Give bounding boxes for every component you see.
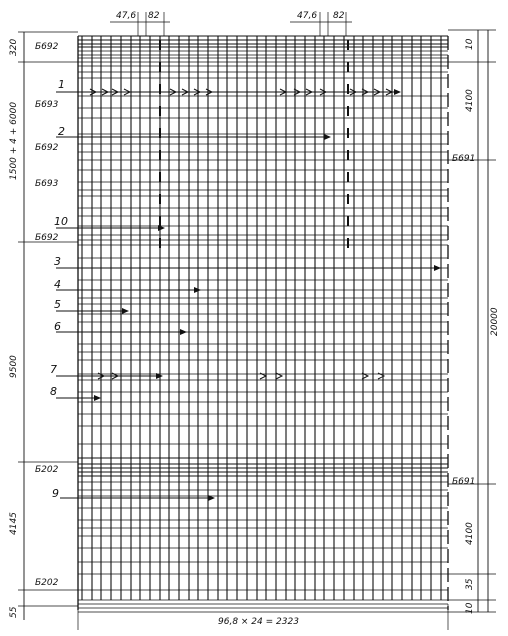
right-dim-text: 4100 [465,89,475,112]
callout-number: 4 [54,278,61,291]
mark-label: Б692 [35,143,59,153]
right-dim-text: 35 [465,578,475,590]
callout-number: 6 [54,320,61,333]
mark-label: Б693 [35,100,59,110]
right-dim-text: 20000 [490,307,500,336]
callout-number: 10 [54,215,68,228]
left-dim-text: 55 [9,606,19,618]
right-dim-text: 10 [465,602,475,614]
callout-number: 8 [50,385,57,398]
right-dim-text: 4100 [465,522,475,545]
bottom-dim-text: 96,8 × 24 = 2323 [218,617,299,627]
top-dim-text: 47,6 [116,11,137,21]
mesh-lines [78,36,448,610]
mark-label: Б693 [35,179,59,189]
top-dim-text: 82 [148,11,160,21]
callout-arrows [56,89,440,498]
left-dim-text: 1500 + 4 + 6000 [9,101,19,180]
callout-number: 1 [58,78,65,91]
left-dim-text: 9500 [9,355,19,378]
mark-label: Б691 [452,154,476,164]
mark-label: Б202 [35,578,59,588]
callout-number: 3 [54,255,61,268]
callout-number: 7 [50,363,57,376]
top-dim-text: 82 [333,11,345,21]
callout-number: 5 [54,298,61,311]
mark-label: Б202 [35,465,59,475]
mark-label: Б692 [35,233,59,243]
mark-label: Б691 [452,477,476,487]
right-dim-text: 10 [465,38,475,50]
mark-label: Б692 [35,42,59,52]
callout-number: 9 [52,487,59,500]
left-dim-text: 320 [9,38,19,56]
callout-number: 2 [58,125,65,138]
left-dim-text: 4145 [9,512,19,535]
top-dim-text: 47,6 [297,11,318,21]
